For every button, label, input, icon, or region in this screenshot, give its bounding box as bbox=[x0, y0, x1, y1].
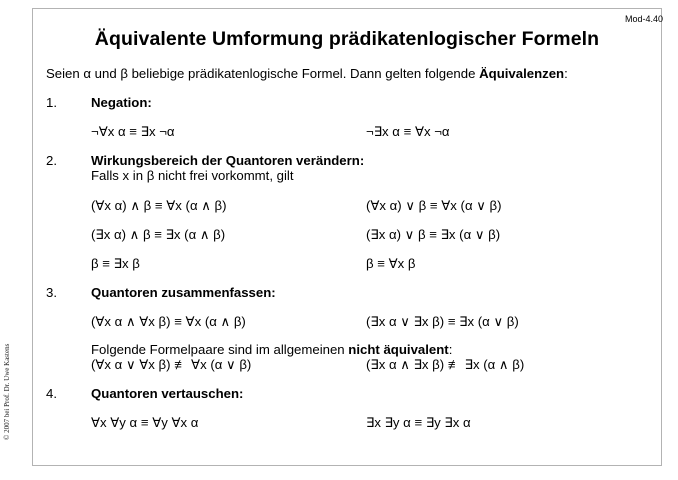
section-2-subtext: Falls x in β nicht frei vorkommt, gilt bbox=[91, 168, 294, 183]
section-3-note bbox=[91, 342, 452, 358]
section-4-heading: Quantoren vertauschen: bbox=[91, 386, 244, 401]
section-2-number: 2. bbox=[46, 153, 57, 168]
intro-text: Seien α und β beliebige prädikatenlogische Formel. Dann gelten folgende bbox=[46, 66, 480, 81]
formula-2c-right: β ≡ ∀x β bbox=[366, 256, 416, 271]
formula-3-left: (∀x α ∧ ∀x β) ≡ ∀x (α ∧ β) bbox=[91, 314, 246, 329]
nonequiv-right: (∃x α ∧ ∃x β) ≢ ∃x (α ∧ β) bbox=[366, 357, 525, 372]
formula-4-right: ∃x ∃y α ≡ ∃y ∃x α bbox=[366, 415, 471, 430]
copyright-note: © 2007 bei Prof. Dr. Uwe Kastens bbox=[3, 343, 11, 440]
formula-4-left: ∀x ∀y α ≡ ∀y ∀x α bbox=[91, 415, 199, 430]
formula-3-right: (∃x α ∨ ∃x β) ≡ ∃x (α ∨ β) bbox=[366, 314, 519, 329]
formula-2b-left: (∃x α) ∧ β ≡ ∃x (α ∧ β) bbox=[91, 227, 226, 242]
formula-2a-right: (∀x α) ∨ β ≡ ∀x (α ∨ β) bbox=[366, 198, 502, 213]
section-4-number: 4. bbox=[46, 386, 57, 401]
formula-2a-left: (∀x α) ∧ β ≡ ∀x (α ∧ β) bbox=[91, 198, 227, 213]
formula-2c-left: β ≡ ∃x β bbox=[91, 256, 140, 271]
note-text: Folgende Formelpaare sind im allgemeinen bbox=[91, 342, 349, 357]
slide-id: Mod-4.40 bbox=[625, 14, 664, 24]
section-3-heading: Quantoren zusammenfassen: bbox=[91, 285, 276, 300]
formula-1-left: ¬∀x α ≡ ∃x ¬α bbox=[91, 124, 175, 139]
intro-bold: Äquivalenzen bbox=[479, 66, 565, 81]
formula-1-right: ¬∃x α ≡ ∀x ¬α bbox=[366, 124, 450, 139]
intro-end: : bbox=[564, 66, 568, 81]
section-1-number: 1. bbox=[46, 95, 57, 110]
note-end: : bbox=[448, 342, 453, 357]
section-2-heading: Wirkungsbereich der Quantoren verändern: bbox=[91, 153, 365, 168]
formula-2b-right: (∃x α) ∨ β ≡ ∃x (α ∨ β) bbox=[366, 227, 501, 242]
intro-line bbox=[46, 66, 568, 82]
section-3-number: 3. bbox=[46, 285, 57, 300]
nonequiv-left: (∀x α ∨ ∀x β) ≢ ∀x (α ∨ β) bbox=[91, 357, 252, 372]
section-1-heading: Negation: bbox=[91, 95, 152, 110]
slide-title: Äquivalente Umformung prädikatenlogischer Formeln bbox=[94, 28, 600, 50]
note-bold: nicht äquivalent bbox=[348, 342, 449, 357]
